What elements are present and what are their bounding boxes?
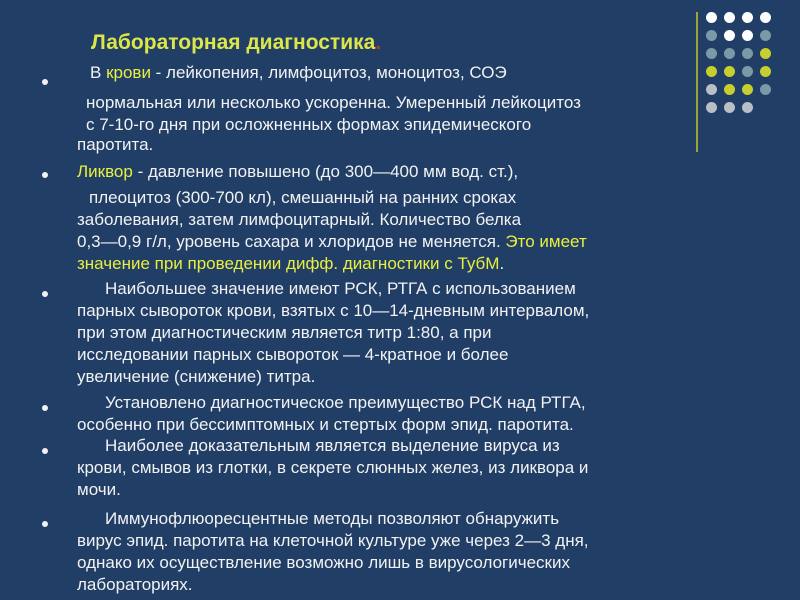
bullet-dot (42, 448, 48, 454)
bullet-line (77, 135, 153, 155)
line-text: . (499, 254, 505, 273)
line-text: при этом диагностическим является титр 1:80, а при (77, 323, 492, 342)
line-text: лабораториях. (77, 575, 193, 594)
title-text: Лабораторная диагностика (91, 31, 376, 54)
line-text: паротита. (77, 135, 154, 154)
line-text: 0,3—0,9 г/л, уровень сахара и хлоридов не меняется. (77, 232, 506, 251)
line-text: - лейкопения, лимфоцитоз, моноцитоз, СОЭ (150, 63, 507, 82)
line-text: увеличение (снижение) титра. (77, 367, 316, 386)
bullet-line (86, 115, 531, 135)
bullet-line (77, 162, 518, 182)
highlighted-text: Это имеет (505, 232, 587, 251)
bullet-dot (42, 79, 48, 85)
highlighted-text: значение при проведении дифф. диагностики с ТубМ (77, 254, 500, 273)
line-text: заболевания, затем лимфоцитарный. Количество белка (77, 210, 522, 229)
line-text: исследовании парных сывороток — 4-кратное и более (77, 345, 509, 364)
bullet-line (77, 323, 492, 343)
bullet-line (89, 188, 516, 208)
line-text: парных сывороток крови, взятых с 10—14-дневным интервалом, (77, 301, 590, 320)
line-text: - давление повышено (до 300—400 мм вод. ст.), (132, 162, 519, 181)
highlighted-text: Ликвор (77, 162, 133, 181)
bullet-line (77, 254, 504, 274)
bullet-line (77, 415, 574, 435)
line-text: вирус эпид. паротита на клеточной культуре уже через 2—3 дня, (77, 531, 589, 550)
bullet-line (77, 301, 589, 321)
line-text: с 7-10-го дня при осложненных формах эпидемического (86, 115, 532, 134)
line-text: нормальная или несколько ускоренна. Умеренный лейкоцитоз (86, 93, 581, 112)
line-text: мочи. (77, 480, 121, 499)
line-text: Установлено диагностическое преимущество РСК над РТГА, (105, 393, 586, 412)
line-text: плеоцитоз (300-700 кл), смешанный на ранних сроках (89, 188, 517, 207)
bullet-line (105, 436, 560, 456)
bullet-line (77, 458, 588, 478)
title-dot: . (375, 31, 382, 54)
line-text: крови, смывов из глотки, в секрете слюнных желез, из ликвора и (77, 458, 589, 477)
bullet-line (105, 279, 576, 299)
line-text: Наиболее доказательным является выделение вируса из (105, 436, 560, 455)
bullet-line (77, 575, 193, 595)
bullet-line (105, 393, 586, 413)
bullet-line (77, 367, 315, 387)
bullet-line (77, 210, 521, 230)
highlighted-text: крови (106, 63, 151, 82)
line-text: Наибольшее значение имеют РСК, РТГА с использованием (105, 279, 576, 298)
bullet-line (105, 509, 559, 529)
bullet-line (77, 531, 589, 551)
bullet-line (77, 345, 508, 365)
line-text: Иммунофлюоресцентные методы позволяют обнаружить (105, 509, 560, 528)
bullet-line (77, 232, 587, 252)
bullet-dot (42, 172, 48, 178)
bullet-line (77, 553, 570, 573)
bullet-dot (42, 291, 48, 297)
bullet-line (77, 480, 121, 500)
bullet-dot (42, 521, 48, 527)
line-text: однако их осуществление возможно лишь в вирусологических (77, 553, 570, 572)
line-text: В (90, 63, 107, 82)
bullet-line (86, 93, 581, 113)
line-text: особенно при бессимптомных и стертых форм эпид. паротита. (77, 415, 574, 434)
bullet-dot (42, 405, 48, 411)
bullet-line (90, 63, 507, 83)
